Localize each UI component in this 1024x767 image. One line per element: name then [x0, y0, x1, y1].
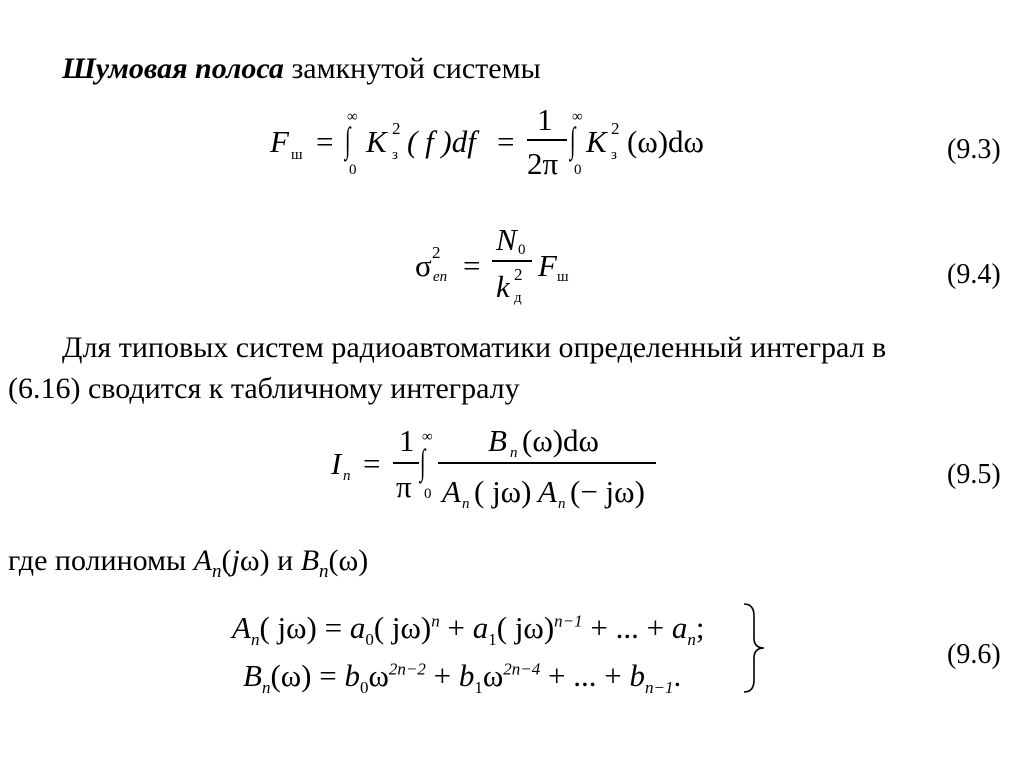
eq96-plus-2: +	[425, 658, 459, 693]
eq93-lhs: F	[270, 124, 289, 159]
eq93-int2-lower: 0	[574, 162, 582, 178]
where-and: и	[269, 544, 301, 577]
eq96-b1: b	[458, 658, 475, 693]
eq94-F-sub: ш	[557, 269, 569, 285]
eq95-num-B-sub: n	[510, 445, 518, 461]
where-B-sub: n	[319, 561, 329, 582]
eq93-arg2: (ω)dω	[627, 124, 704, 159]
where-A-sub: n	[212, 561, 222, 582]
eq93-K1-sup: 2	[392, 119, 401, 138]
eq96-tail-2: + ... +	[540, 658, 630, 693]
where-line	[8, 546, 368, 581]
eq95-lhs: I	[331, 446, 342, 481]
where-B: B	[300, 544, 320, 577]
eq93-K1: K	[366, 124, 387, 159]
eq96-omega1-sup: 2n−2	[388, 659, 426, 679]
eq96-B-arg: (ω) =	[270, 658, 345, 693]
eq94-F: F	[538, 248, 557, 283]
eq95-frac-den: π	[396, 469, 412, 504]
eq96-term2-sup: n−1	[554, 611, 583, 631]
eq95-equals: =	[363, 446, 381, 481]
where-text: где полиномы	[8, 544, 194, 577]
eq94-num-sub: 0	[518, 242, 526, 258]
where-A: A	[193, 544, 213, 577]
eq93-integral-sign-2: ∫	[570, 120, 576, 160]
where-B-arg: (ω)	[328, 544, 369, 577]
eq95-int-lower: 0	[424, 486, 432, 502]
eq96-row-2	[243, 660, 681, 696]
where-A-open: (	[221, 544, 232, 577]
eq93-integral-sign-1: ∫	[345, 120, 351, 160]
eq96-a1-sub: 1	[488, 630, 497, 650]
eq96-b0: b	[344, 658, 360, 693]
eq96-bn: b	[629, 658, 645, 693]
eq94-sigma-sub: еп	[433, 269, 448, 285]
eq93-frac-num: 1	[537, 102, 553, 137]
eq95-lhs-sub: n	[343, 468, 351, 484]
eq95-den-end: (− jω)	[570, 474, 645, 509]
eq93-arg1: ( f )df	[407, 124, 476, 159]
paragraph-line-1: Для типовых систем радиоавтоматики определенный интеграл в	[62, 331, 887, 364]
eq93-K2-sup: 2	[611, 119, 620, 138]
eq96-b1-sub: 1	[474, 678, 483, 698]
eq95-integral-sign: ∫	[420, 442, 426, 482]
eq94-num: N	[496, 222, 517, 257]
eq95-den-A2: A	[538, 474, 557, 509]
eq93-number: (9.3)	[947, 134, 1001, 165]
eq93-int1-upper: ∞	[347, 109, 358, 125]
eq96-A: A	[232, 610, 251, 645]
eq96-B-sub: n	[261, 678, 271, 698]
eq93-equals-1: =	[316, 124, 334, 159]
eq96-term1: ( jω)	[373, 610, 432, 645]
eq96-a0: a	[349, 610, 366, 645]
heading-rest: замкнутой системы	[283, 52, 541, 85]
eq93-int1-lower: 0	[349, 162, 357, 178]
eq96-an: a	[671, 610, 688, 645]
eq96-term2: ( jω)	[496, 610, 555, 645]
eq93-K2: K	[586, 124, 607, 159]
eq93-equals-2: =	[497, 124, 515, 159]
heading-emphasis: Шумовая полоса	[62, 52, 284, 85]
eq95-main-frac-bar	[438, 462, 656, 464]
heading	[62, 54, 541, 84]
eq94-den-sup: 2	[514, 265, 523, 284]
eq94-equals: =	[463, 248, 481, 283]
eq94-sigma: σ	[415, 248, 432, 283]
eq94-sigma-sup: 2	[432, 243, 441, 262]
eq93-K1-sub: з	[392, 147, 398, 163]
eq95-num-rest: (ω)dω	[522, 423, 599, 458]
eq93-frac-den: 2π	[527, 146, 559, 181]
eq94-frac-bar	[492, 260, 532, 262]
eq96-tail-1: + ... +	[582, 610, 672, 645]
eq96-b0-sub: 0	[359, 678, 369, 698]
where-A-close: ω)	[239, 544, 270, 577]
eq94-number: (9.4)	[947, 259, 1001, 290]
eq94-den-sub: д	[514, 290, 522, 306]
eq95-frac-num: 1	[399, 423, 415, 458]
eq96-omega2: ω	[482, 658, 504, 693]
eq95-int-upper: ∞	[422, 429, 433, 445]
eq96-omega2-sup: 2n−4	[503, 659, 541, 679]
eq93-frac-bar	[527, 139, 567, 141]
eq95-den-A2-sub: n	[558, 496, 566, 512]
eq96-A-arg: ( jω) =	[259, 610, 350, 645]
eq96-number: (9.6)	[947, 639, 1001, 670]
eq95-frac-bar	[393, 462, 419, 464]
eq95-den-A1: A	[442, 474, 461, 509]
eq96-omega1: ω	[368, 658, 389, 693]
eq96-a1: a	[472, 610, 489, 645]
eq96-A-sub: n	[250, 630, 260, 650]
eq96-row-1	[232, 612, 705, 648]
eq96-bn-sub: n−1	[644, 678, 674, 698]
eq95-num-B: B	[488, 423, 507, 458]
eq96-plus-1: +	[439, 610, 473, 645]
eq93-lhs-sub: ш	[291, 147, 303, 163]
eq94-den: k	[496, 269, 510, 304]
paragraph-line-2: (6.16) сводится к табличному интегралу	[8, 372, 520, 405]
where-A-j: j	[231, 544, 240, 577]
eq96-a0-sub: 0	[365, 630, 374, 650]
eq96-an-sub: n	[687, 630, 696, 650]
eq95-number: (9.5)	[947, 459, 1001, 490]
eq96-row1-end: ;	[695, 610, 705, 645]
eq93-int2-upper: ∞	[572, 109, 583, 125]
eq96-right-brace	[740, 602, 768, 694]
eq96-row2-end: .	[673, 658, 682, 693]
eq96-B: B	[243, 658, 262, 693]
eq96-term1-sup: n	[431, 611, 440, 631]
eq95-den-mid: ( jω)	[474, 474, 532, 509]
eq93-K2-sub: з	[611, 147, 617, 163]
eq95-den-A1-sub: n	[462, 496, 470, 512]
